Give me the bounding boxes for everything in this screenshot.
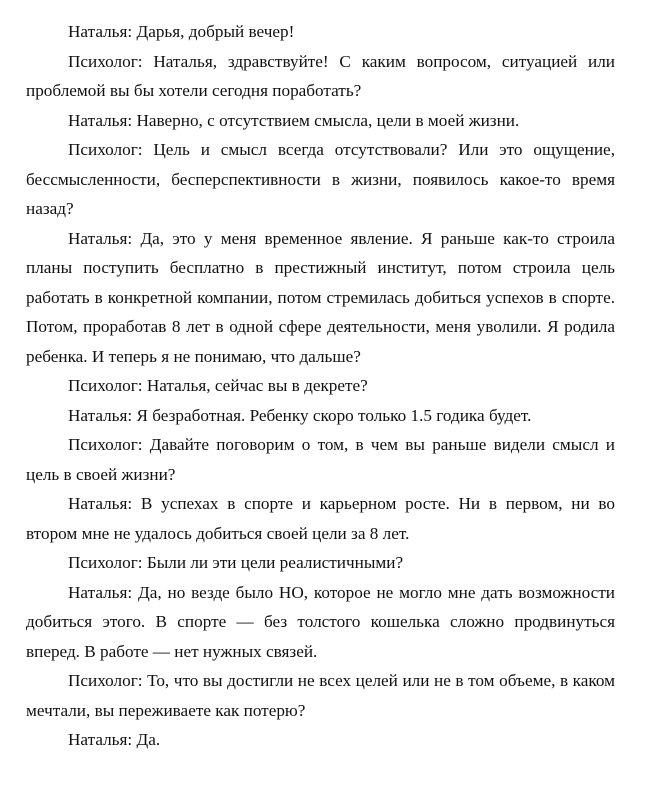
- paragraph-13: Наталья: Да.: [68, 730, 161, 749]
- paragraph-1: Наталья: Дарья, добрый вечер!: [68, 22, 295, 41]
- paragraph-4: Психолог: Цель и смысл всегда отсутствовали? Или это ощущение, бессмысленности, бесперспективности в жизни, появилось какое-то время назад?: [26, 140, 615, 218]
- paragraph-10: Психолог: Были ли эти цели реалистичными?: [68, 553, 404, 572]
- paragraph-2: Психолог: Наталья, здравствуйте! С каким вопросом, ситуацией или проблемой вы бы хотели сегодня поработать?: [26, 51, 615, 100]
- paragraph-8: Психолог: Давайте поговорим о том, в чем вы раньше видели смысл и цель в своей жизни?: [26, 435, 615, 484]
- paragraph-3: Наталья: Наверно, с отсутствием смысла, цели в моей жизни.: [68, 110, 520, 130]
- paragraph-5: Наталья: Да, это у меня временное явление. Я раньше как-то строила планы поступить бесплатно в престижный институт, потом строила цель работать в конкретной компании, потом стремилась добиться успехов в спорте. Потом, проработав 8 лет в одной сфере деятельности, меня уволили. Я родила ребенка. И теперь я не понимаю, что дальше?: [26, 228, 615, 366]
- paragraph-9: Наталья: В успехах в спорте и карьерном росте. Ни в первом, ни во втором мне не удалось добиться своей цели за 8 лет.: [26, 494, 615, 543]
- paragraph-6: Психолог: Наталья, сейчас вы в декрете?: [68, 376, 368, 395]
- paragraph-7: Наталья: Я безработная. Ребенку скоро только 1.5 годика будет.: [68, 405, 532, 425]
- paragraph-11: Наталья: Да, но везде было НО, которое не могло мне дать возможности добиться этого. В спорте — без толстого кошелька сложно продвинуться вперед. В работе — нет нужных связей.: [26, 582, 615, 661]
- paragraph-12: Психолог: То, что вы достигли не всех целей или не в том объеме, в каком мечтали, вы переживаете как потерю?: [26, 671, 615, 720]
